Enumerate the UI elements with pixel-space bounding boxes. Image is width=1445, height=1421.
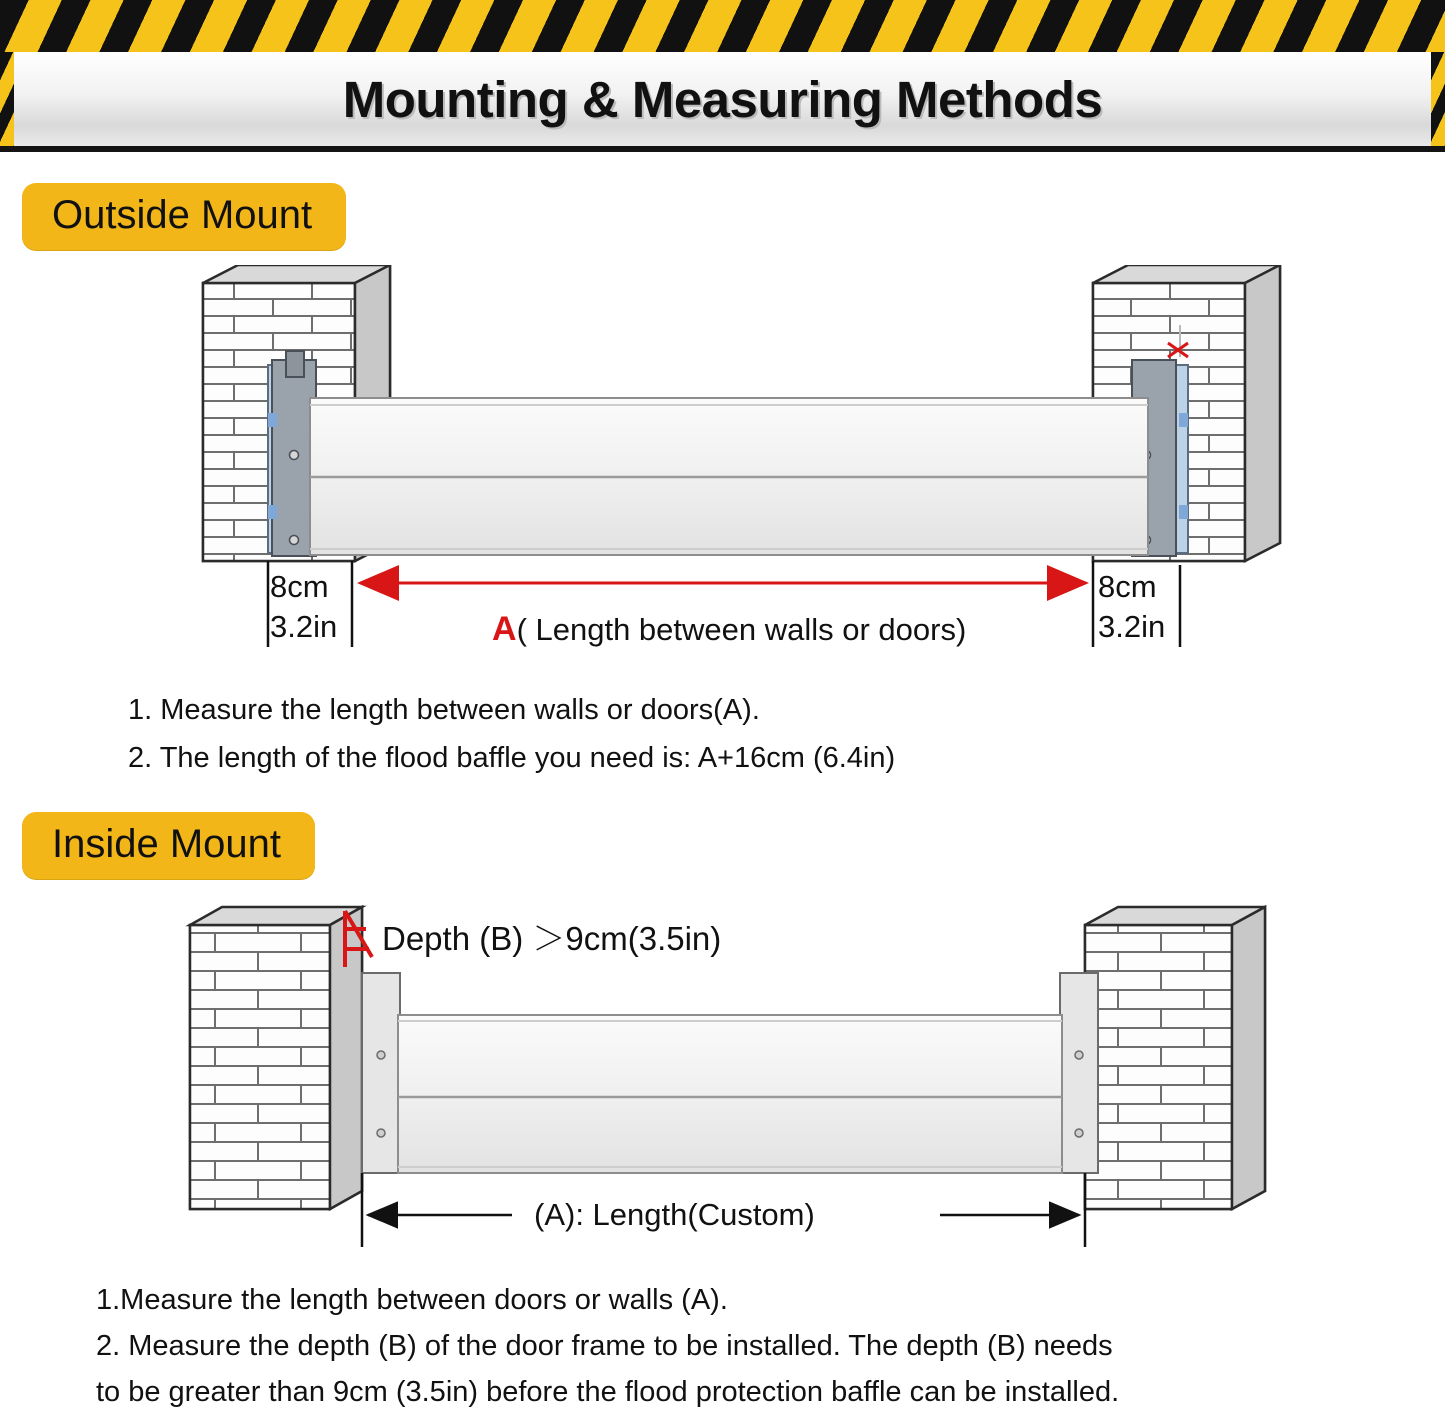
section-tag-outside-mount: Outside Mount [22,183,346,250]
right-wall-inside [1085,907,1265,1209]
depth-requirement-label: Depth (B) ＞9cm(3.5in) [382,920,722,957]
page-header [0,0,1445,152]
flood-baffle-panel-inside [398,1015,1062,1173]
label-a-text: ( Length between walls or doors) [516,612,967,647]
dimension-left-cm: 8cm [270,569,329,604]
title-band [0,52,1445,152]
outside-mount-notes [0,690,1445,786]
hazard-stripe-left [0,52,14,146]
dimension-right-cm: 8cm [1098,569,1157,604]
outside-note-2: 2. The length of the flood baffle you need is: A+16cm (6.4in) [128,742,896,775]
page-title: Mounting & Measuring Methods [342,70,1103,128]
inside-mount-notes [0,1280,1445,1418]
flood-baffle-panel-outside [310,398,1148,555]
outside-note-1: 1. Measure the length between walls or doors(A). [128,694,760,726]
inside-note-1: 1.Measure the length between doors or walls (A). [96,1284,728,1316]
inside-note-2: 2. Measure the depth (B) of the door frame to be installed. The depth (B) needs [96,1330,1113,1363]
inside-left-bracket [362,973,400,1173]
hazard-stripe-top [0,0,1445,54]
inside-right-bracket [1060,973,1098,1173]
left-mount-bracket [268,351,316,556]
label-a-symbol: A [492,610,517,648]
outside-mount-illustration [0,265,1445,665]
dimension-right-in: 3.2in [1098,609,1166,644]
inside-mount-diagram [0,895,1445,1265]
outside-mount-diagram [0,265,1445,665]
caption-length-a [492,610,966,649]
hazard-stripe-right [1431,52,1445,146]
length-custom-label: (A): Length(Custom) [534,1197,815,1232]
left-wall-inside [190,907,362,1209]
section-tag-inside-mount: Inside Mount [22,812,315,879]
inside-note-2-cont: to be greater than 9cm (3.5in) before the flood protection baffle can be installed. [96,1376,1120,1409]
dimension-left-in: 3.2in [270,609,338,644]
